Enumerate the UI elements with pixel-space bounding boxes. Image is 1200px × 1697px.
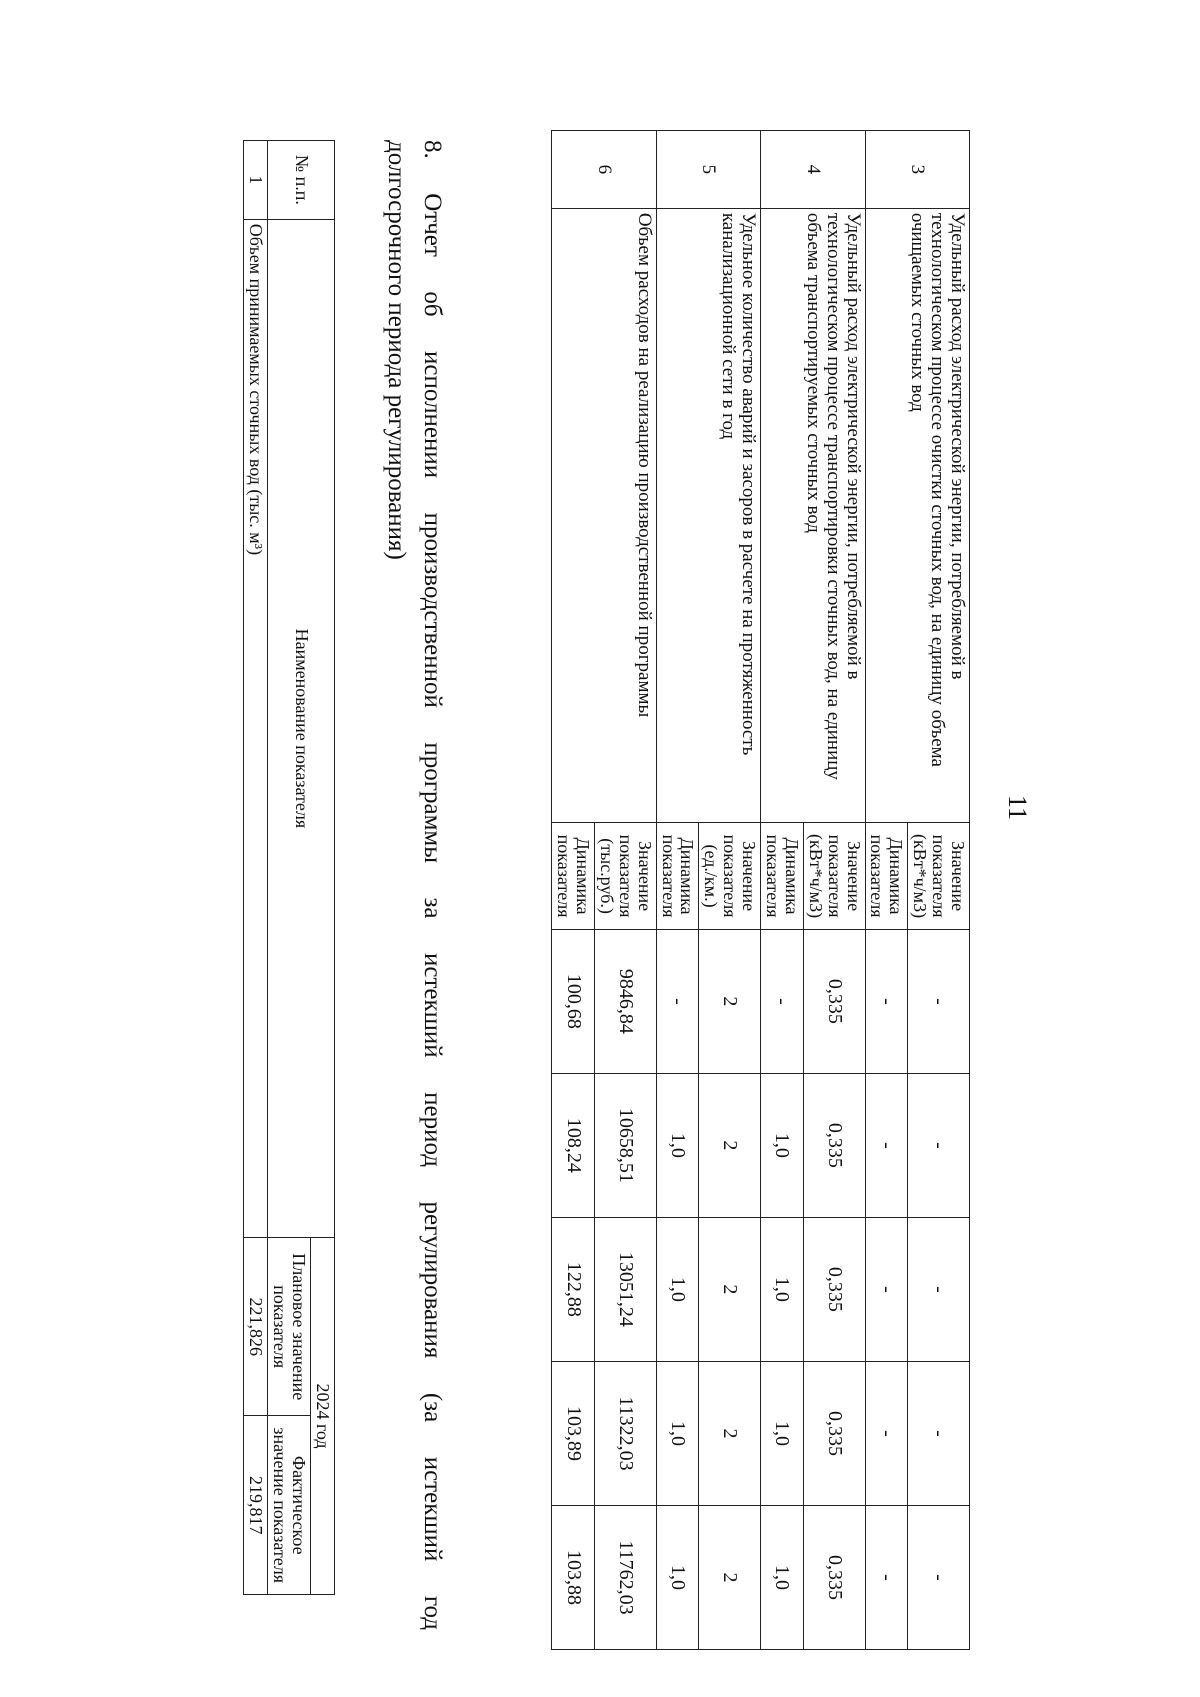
value-cell: - (761, 929, 804, 1073)
row-number: 1 (244, 141, 268, 220)
col-header-name: Наименование показателя (268, 219, 335, 1237)
value-cell: 0,335 (803, 1217, 865, 1361)
value-cell: 1,0 (761, 1361, 804, 1505)
row-number: 6 (552, 131, 656, 209)
value-cell: 108,24 (552, 1073, 595, 1217)
value-cell: 122,88 (552, 1217, 595, 1361)
value-cell: 2 (699, 1073, 761, 1217)
table-row (244, 141, 268, 1595)
heading-line-1: 8. Отчет об исполнении производственной программы за истекший период регулирования (за истекший год (419, 140, 446, 1630)
row-number: 5 (656, 131, 760, 209)
row-number: 3 (865, 131, 969, 209)
value-cell: 2 (699, 1217, 761, 1361)
sub-label: Динамика показателя (552, 823, 595, 930)
value-cell: - (865, 1361, 908, 1505)
sub-label: Динамика показателя (865, 823, 908, 930)
value-cell: - (908, 1217, 970, 1361)
sub-label: Динамика показателя (761, 823, 804, 930)
indicator-name: Удельный расход электрической энергии, потребляемой в технологическом процессе очистки сточных вод, на единицу объема очищаемых сточных вод (865, 208, 969, 822)
indicators-table (551, 130, 970, 1650)
header-row (311, 141, 335, 1595)
value-cell: 2 (699, 929, 761, 1073)
col-header-number: № п.п. (268, 141, 335, 220)
col-header-year: 2024 год (311, 1238, 335, 1595)
table-row (594, 131, 656, 1650)
value-cell: 1,0 (656, 1217, 699, 1361)
table-row (699, 131, 761, 1650)
sub-label: Значение показателя (ед./км.) (699, 823, 761, 930)
value-cell: 0,335 (803, 1505, 865, 1649)
value-cell: - (908, 1361, 970, 1505)
value-cell: - (865, 1505, 908, 1649)
value-cell: 9846,84 (594, 929, 656, 1073)
value-cell: 1,0 (761, 1073, 804, 1217)
sub-label: Значение показателя (кВт*ч/м3) (908, 823, 970, 930)
indicator-name: Объем расходов на реализацию производственной программы (552, 208, 656, 822)
table-row (908, 131, 970, 1650)
value-cell: 1,0 (656, 1073, 699, 1217)
value-cell: 11762,03 (594, 1505, 656, 1649)
value-cell: 0,335 (803, 1073, 865, 1217)
row-number: 4 (761, 131, 865, 209)
value-cell: - (908, 1073, 970, 1217)
indicator-name: Удельный расход электрической энергии, потребляемой в технологическом процессе транспортировки сточных вод, на единицу объема транспортируемых сточных вод (761, 208, 865, 822)
col-header-plan: Плановое значение показателя (268, 1238, 311, 1416)
heading-line-2: долгосрочного периода регулирования) (382, 140, 410, 560)
value-cell: - (865, 929, 908, 1073)
sub-label: Значение показателя (кВт*ч/м3) (803, 823, 865, 930)
value-cell: 13051,24 (594, 1217, 656, 1361)
value-cell: - (656, 929, 699, 1073)
sub-label: Значение показателя (тыс.руб.) (594, 823, 656, 930)
value-cell: - (908, 929, 970, 1073)
value-cell: 1,0 (761, 1217, 804, 1361)
col-header-fact: Фактическое значение показателя (268, 1416, 311, 1595)
value-cell: - (908, 1505, 970, 1649)
value-cell: 11322,03 (594, 1361, 656, 1505)
value-cell: 10658,51 (594, 1073, 656, 1217)
table-row (803, 131, 865, 1650)
value-cell: 0,335 (803, 1361, 865, 1505)
plan-value: 221,826 (244, 1238, 268, 1416)
indicator-name: Объем принимаемых сточных вод (тыс. м³) (244, 219, 268, 1237)
value-cell: 2 (699, 1505, 761, 1649)
sub-label: Динамика показателя (656, 823, 699, 930)
value-cell: - (865, 1217, 908, 1361)
section-heading (378, 140, 451, 1630)
value-cell: 103,88 (552, 1505, 595, 1649)
value-cell: 2 (699, 1361, 761, 1505)
fact-value: 219,817 (244, 1416, 268, 1595)
value-cell: 1,0 (656, 1361, 699, 1505)
program-report-table (243, 140, 335, 1595)
page-number: 11 (1003, 795, 1032, 821)
value-cell: 1,0 (761, 1505, 804, 1649)
value-cell: 0,335 (803, 929, 865, 1073)
value-cell: - (865, 1073, 908, 1217)
value-cell: 100,68 (552, 929, 595, 1073)
value-cell: 103,89 (552, 1361, 595, 1505)
value-cell: 1,0 (656, 1505, 699, 1649)
indicator-name: Удельное количество аварий и засоров в расчете на протяженность канализационной сети в год (656, 208, 760, 822)
